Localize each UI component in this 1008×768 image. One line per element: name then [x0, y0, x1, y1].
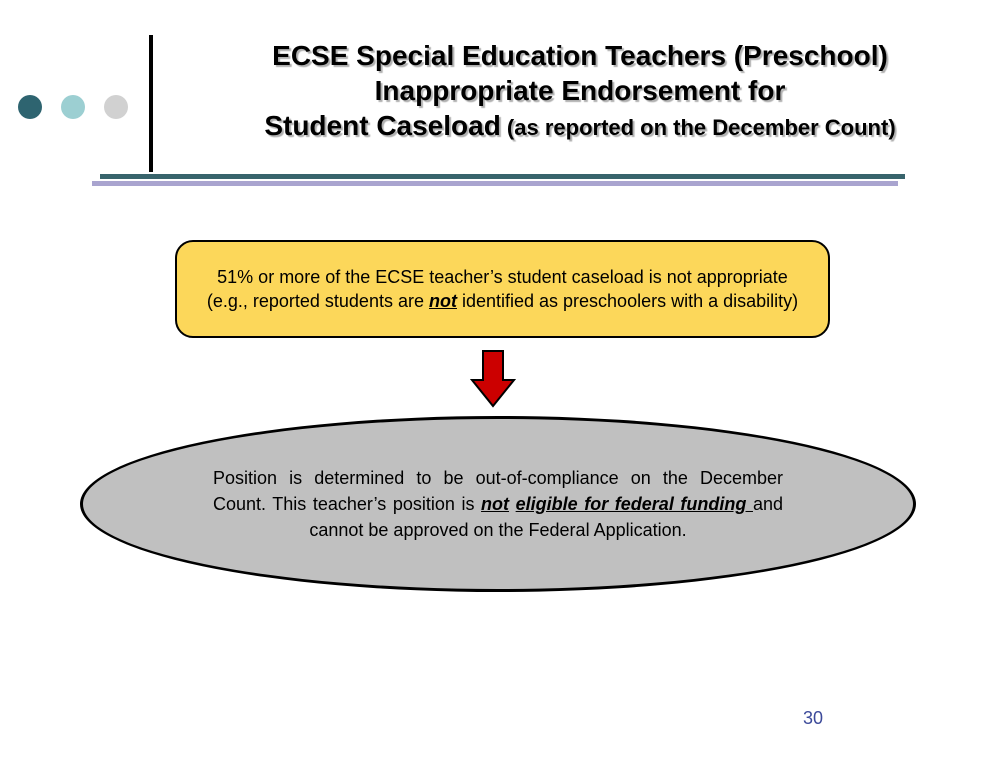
condition-emphasis-not: not	[428, 291, 457, 311]
title-line-3	[160, 108, 1000, 145]
title-line-3-sub: (as reported on the December Count)	[500, 115, 896, 140]
title-vertical-rule	[149, 35, 153, 172]
title-rule-lavender	[92, 181, 898, 186]
title-line-3-main: Student Caseload	[264, 110, 501, 141]
title-line-1: ECSE Special Education Teachers (Preschool)	[272, 40, 888, 71]
decor-dot-dark	[18, 95, 42, 119]
decor-dot-mid	[61, 95, 85, 119]
down-arrow-icon	[470, 350, 516, 408]
condition-text	[195, 265, 810, 313]
outcome-text-before: Position is determined to be out-of-compliance on the December Count. This teacher’s position is	[213, 468, 783, 514]
condition-box	[175, 240, 830, 338]
outcome-emphasis-not: not	[481, 494, 510, 514]
outcome-emphasis-funding: eligible for federal funding	[515, 494, 753, 514]
slide-title	[160, 38, 1000, 145]
outcome-text	[213, 465, 783, 543]
title-line-2: Inappropriate Endorsement for	[374, 75, 786, 106]
title-rule-teal	[100, 174, 905, 179]
condition-text-before: 51% or more of the ECSE teacher’s student caseload is not appropriate (e.g., reported students are	[206, 267, 788, 311]
outcome-text-after: and cannot be approved on the Federal Application.	[309, 494, 784, 540]
page-number: 30	[803, 708, 824, 728]
outcome-ellipse	[80, 416, 916, 592]
decor-dot-light	[104, 95, 128, 119]
condition-text-after: identified as preschoolers with a disability)	[456, 291, 799, 311]
down-arrow-shape	[472, 351, 514, 406]
